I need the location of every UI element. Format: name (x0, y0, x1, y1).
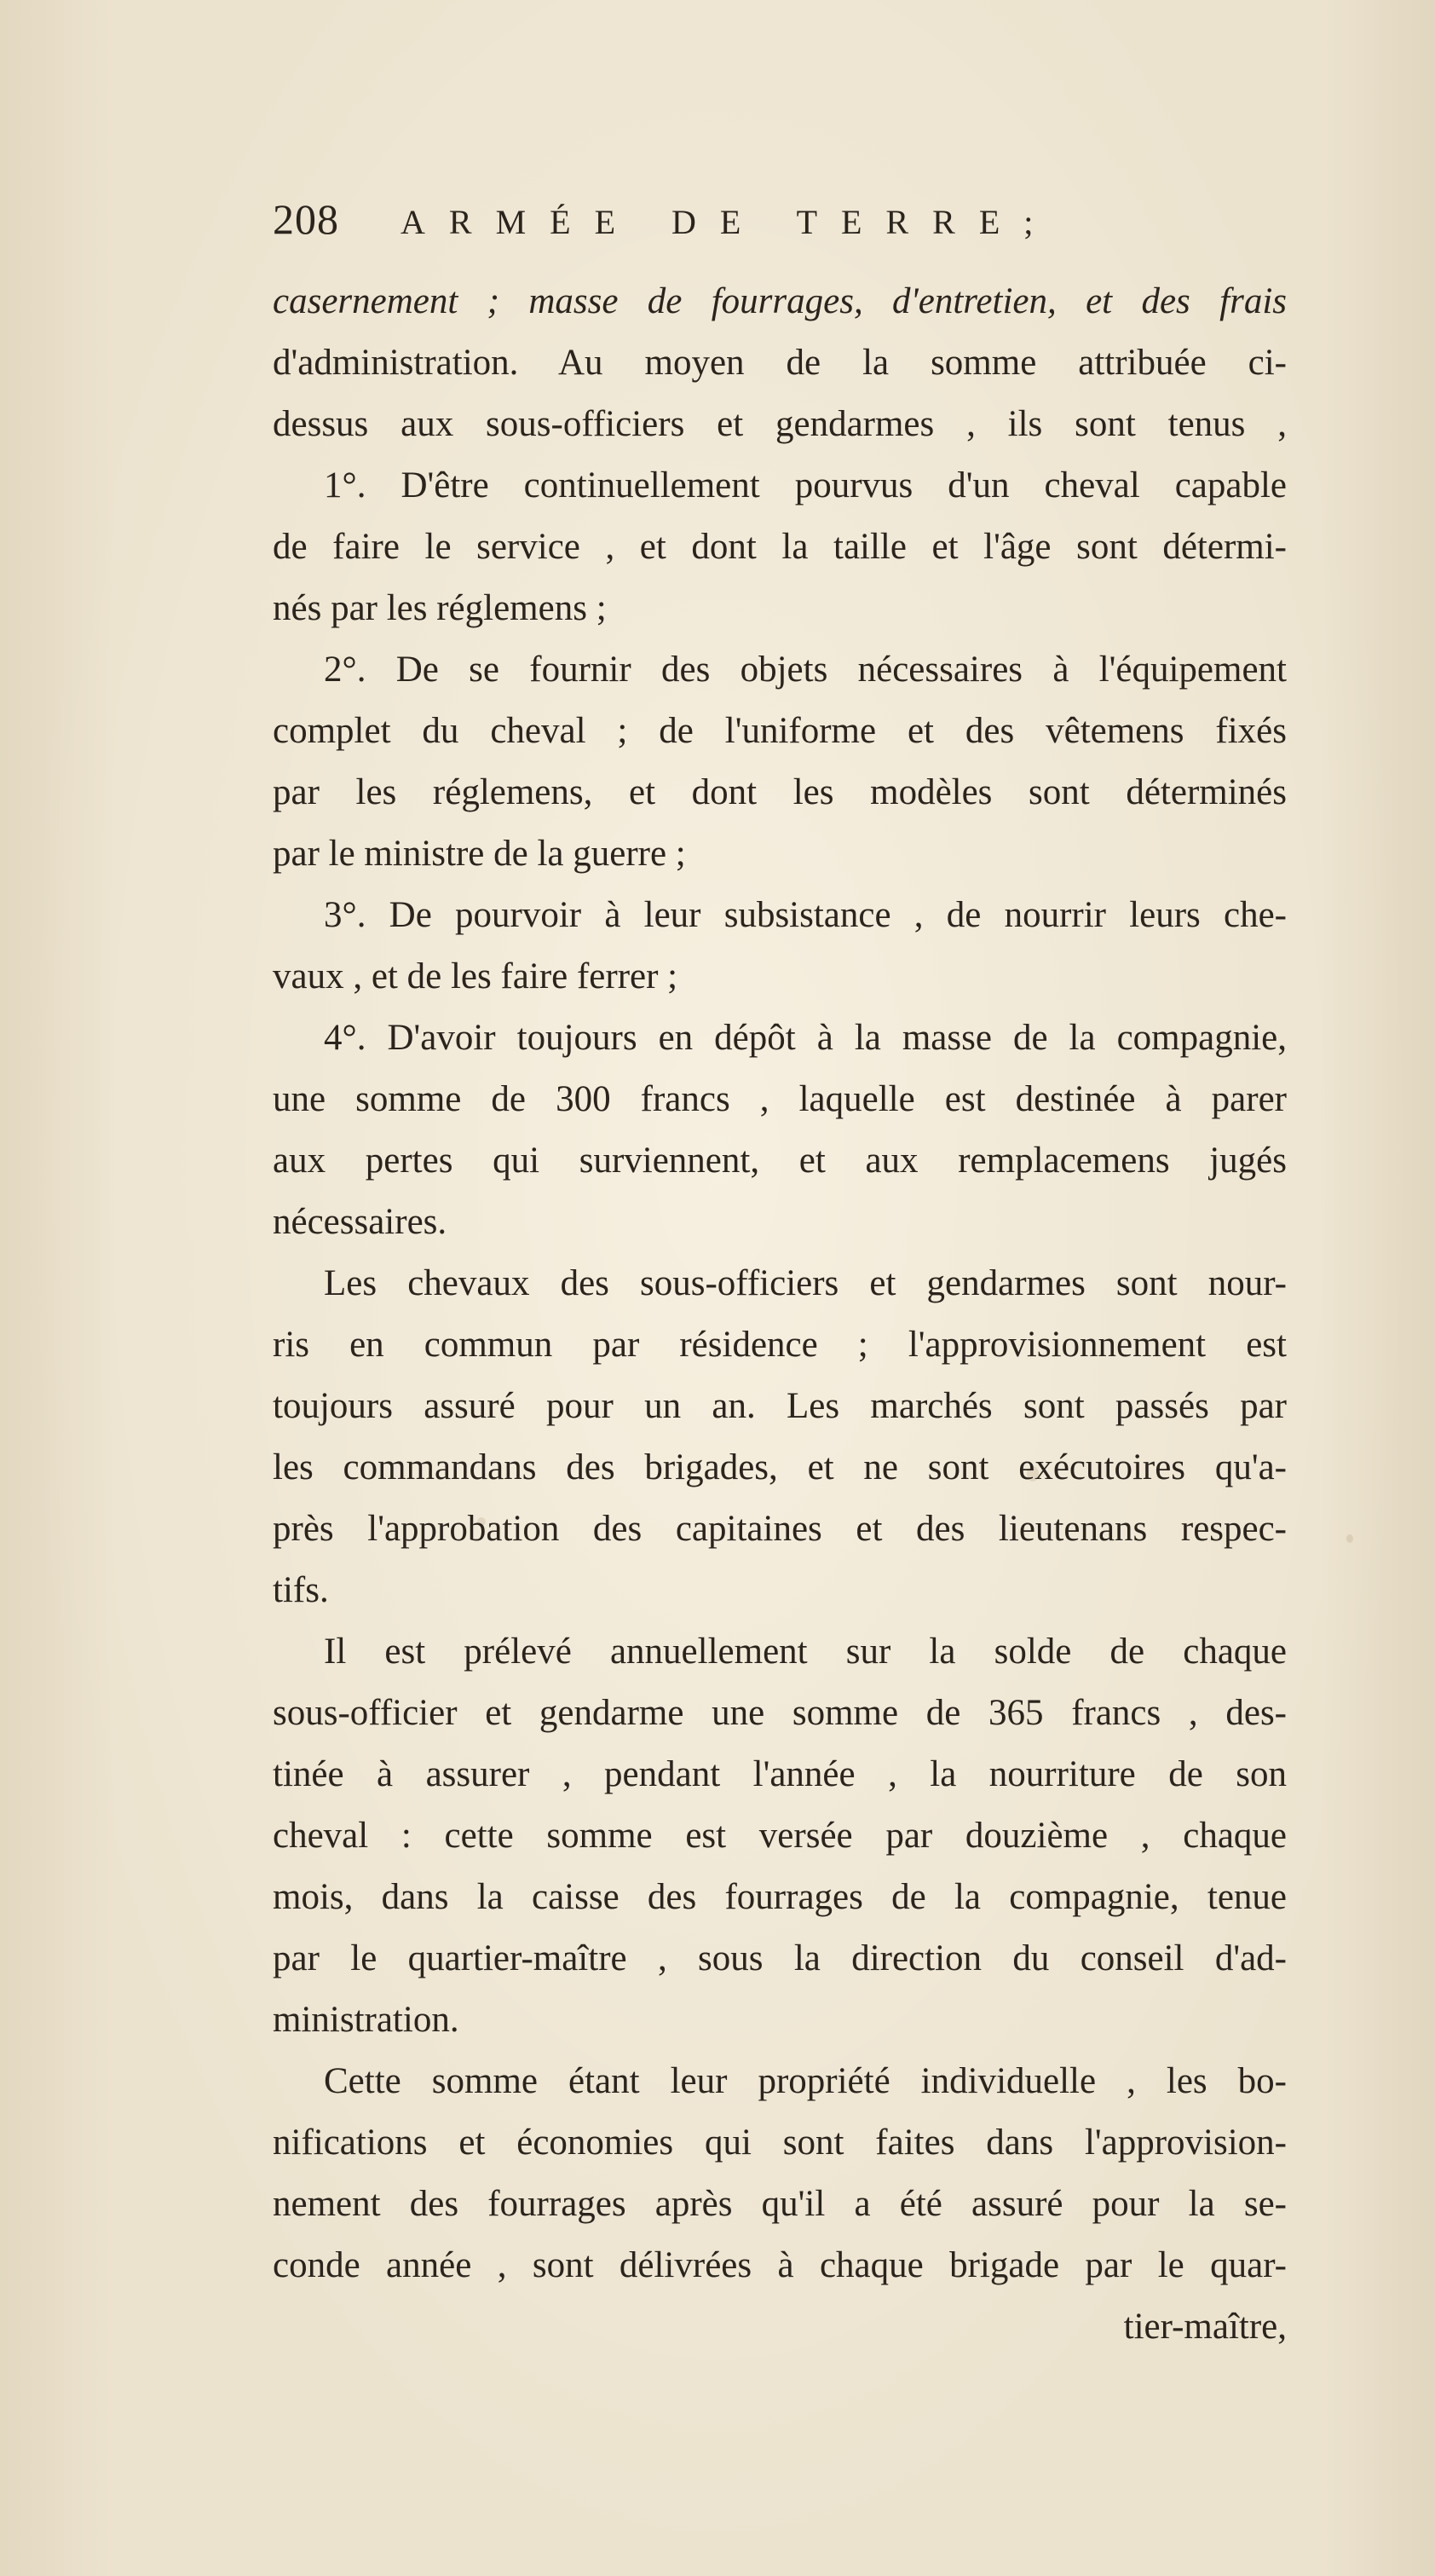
text-block (273, 194, 1287, 2358)
text-line: sous-officier et gendarme une somme de 365 francs , des- (273, 1693, 1287, 1733)
text-line: tifs. (273, 1570, 329, 1610)
text-line: par le quartier-maître , sous la direction du conseil d'ad- (273, 1938, 1287, 1978)
text-line: Les chevaux des sous-officiers et gendarmes sont nour- (324, 1263, 1287, 1303)
running-head (273, 194, 1287, 254)
running-title: ARMÉE DE TERRE; (401, 203, 1058, 241)
text-line: toujours assuré pour un an. Les marchés sont passés par (273, 1386, 1287, 1426)
text-line: casernement ; masse de fourrages, d'entretien, et des frais (273, 281, 1287, 321)
page-number: 208 (273, 195, 339, 243)
text-line: par les réglemens, et dont les modèles sont déterminés (273, 772, 1287, 812)
text-line: mois, dans la caisse des fourrages de la compagnie, tenue (273, 1877, 1287, 1917)
text-line: d'administration. Au moyen de la somme attribuée ci- (273, 343, 1287, 383)
text-line: cheval : cette somme est versée par douzième , chaque (273, 1816, 1287, 1856)
paper-stain (1346, 1534, 1353, 1543)
text-line: nifications et économies qui sont faites dans l'approvision- (273, 2123, 1287, 2163)
text-line: aux pertes qui surviennent, et aux remplacemens jugés (273, 1141, 1287, 1181)
text-line: ris en commun par résidence ; l'approvisionnement est (273, 1325, 1287, 1365)
body-text (273, 271, 1287, 2358)
catchword: tier-maître, (1123, 2307, 1287, 2347)
text-line: nés par les réglemens ; (273, 588, 607, 628)
text-line: nécessaires. (273, 1202, 447, 1242)
text-line: une somme de 300 francs , laquelle est destinée à parer (273, 1079, 1287, 1119)
text-line: vaux , et de les faire ferrer ; (273, 956, 678, 996)
text-line: nement des fourrages après qu'il a été assuré pour la se- (273, 2184, 1287, 2224)
text-line: 1°. D'être continuellement pourvus d'un cheval capable (324, 465, 1287, 505)
text-line: près l'approbation des capitaines et des lieutenans respec- (273, 1509, 1287, 1549)
text-line: 4°. D'avoir toujours en dépôt à la masse de la compagnie, (324, 1018, 1287, 1058)
text-line: tinée à assurer , pendant l'année , la nourriture de son (273, 1754, 1287, 1794)
text-line: conde année , sont délivrées à chaque brigade par le quar- (273, 2245, 1287, 2285)
text-line: Cette somme étant leur propriété individuelle , les bo- (324, 2061, 1287, 2101)
text-line: les commandans des brigades, et ne sont exécutoires qu'a- (273, 1447, 1287, 1487)
text-line: complet du cheval ; de l'uniforme et des vêtemens fixés (273, 711, 1287, 751)
text-line: 2°. De se fournir des objets nécessaires à l'équipement (324, 650, 1287, 690)
text-line: par le ministre de la guerre ; (273, 834, 686, 874)
text-line: 3°. De pourvoir à leur subsistance , de nourrir leurs che- (324, 895, 1287, 935)
text-line: de faire le service , et dont la taille et l'âge sont détermi- (273, 527, 1287, 567)
text-line: dessus aux sous-officiers et gendarmes , ils sont tenus , (273, 404, 1287, 444)
text-line: ministration. (273, 2000, 459, 2040)
text-line: Il est prélevé annuellement sur la solde de chaque (324, 1632, 1287, 1672)
